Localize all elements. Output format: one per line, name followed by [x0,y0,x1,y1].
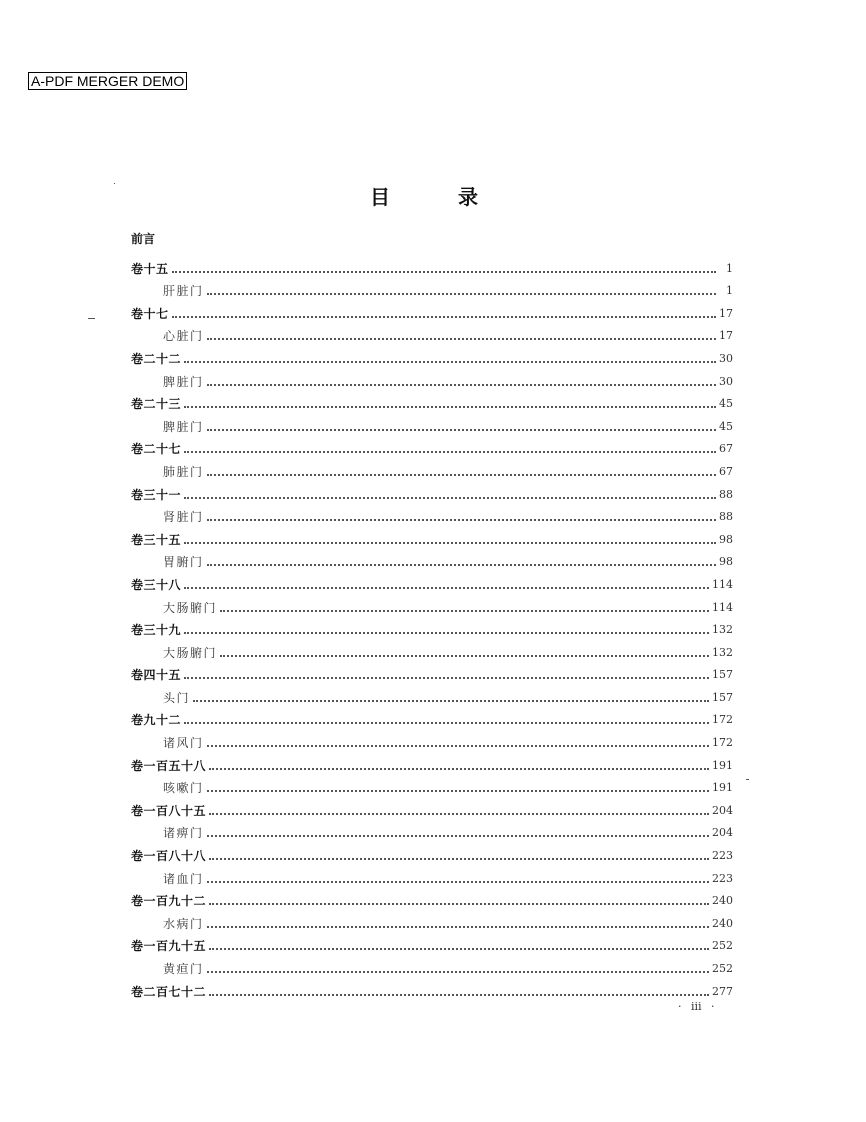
dot-leader [207,338,716,340]
toc-entry-label: 头门 [163,690,191,705]
toc-entry-label: 脾脏门 [163,419,204,434]
scan-mark [88,318,95,319]
toc-entry-page: 157 [712,668,733,682]
toc-entry-page: 30 [719,374,733,388]
toc-entry-label: 卷二百七十二 [131,984,207,999]
toc-entry-volume[interactable] [131,886,733,909]
toc-entry-label: 心脏门 [163,329,204,344]
dot-leader [193,700,709,702]
toc-entry-label: 咳嗽门 [163,781,204,796]
toc-entry-label: 大肠腑门 [163,645,218,660]
toc-entry-volume[interactable] [131,660,733,683]
dot-leader [209,994,709,996]
toc-entry-page: 98 [719,532,733,546]
toc-entry-volume[interactable] [131,524,733,547]
dot-leader [207,790,709,792]
toc-entry-section[interactable] [131,818,733,841]
dot-leader [184,361,716,363]
toc-entry-page: 252 [712,939,733,953]
toc-entry-page: 67 [719,464,733,478]
dot-leader [207,564,716,566]
toc-entry-section[interactable] [131,637,733,660]
dot-leader [207,971,709,973]
dot-leader [184,722,709,724]
dot-leader [220,610,709,612]
toc-entry-volume[interactable] [131,840,733,863]
toc-entry-label: 诸血门 [163,871,204,886]
toc-entry-volume[interactable] [131,389,733,412]
toc-entry-volume[interactable] [131,343,733,366]
toc-entry-page: 1 [726,284,733,298]
toc-entry-label: 卷四十五 [131,668,182,683]
scan-mark [746,779,749,780]
dot-leader [209,858,709,860]
toc-entry-page: 240 [712,894,733,908]
dot-leader [207,384,716,386]
toc-entry-label: 卷一百八十八 [131,849,207,864]
toc-entry-page: 172 [712,713,733,727]
toc-entry-volume[interactable] [131,931,733,954]
dot-leader [184,542,716,544]
toc-entry-page: 132 [712,623,733,637]
toc-entry-page: 30 [719,351,733,365]
toc-entry-section[interactable] [131,682,733,705]
dot-leader [207,926,709,928]
toc-entry-section[interactable] [131,366,733,389]
toc-entry-volume[interactable] [131,569,733,592]
toc-entry-volume[interactable] [131,795,733,818]
toc-entry-label: 卷二十二 [131,351,182,366]
dot-leader [207,835,709,837]
toc-entry-page: 223 [712,849,733,863]
toc-entry-page: 45 [719,419,733,433]
page-number: · ⅲ · [678,1000,718,1013]
toc-entry-volume[interactable] [131,750,733,773]
toc-entry-label: 卷十七 [131,306,169,321]
toc-entry-volume[interactable] [131,615,733,638]
toc-entry-page: 157 [712,690,733,704]
dot-leader [220,655,709,657]
toc-entry-page: 204 [712,803,733,817]
toc-entry-label: 卷九十二 [131,713,182,728]
toc-entry-section[interactable] [131,502,733,525]
dot-leader [209,813,709,815]
toc-entry-label: 黄疸门 [163,962,204,976]
toc-entry-volume[interactable] [131,434,733,457]
toc-entry-label: 卷十五 [131,261,169,276]
toc-entry-label: 卷二十七 [131,442,182,457]
dot-leader [207,293,716,295]
dot-leader [207,745,709,747]
toc-entry-label: 卷三十一 [131,487,182,502]
toc-entry-section[interactable] [131,863,733,886]
toc-entry-page: 240 [712,916,733,930]
dot-leader [184,451,716,453]
toc-entry-page: 1 [726,261,733,275]
toc-entry-label: 诸风门 [163,736,204,751]
dot-leader [207,429,716,431]
toc-entry-page: 172 [712,736,733,750]
toc-entry-label: 卷一百九十二 [131,894,207,909]
toc-entry-page: 17 [719,306,733,320]
dot-leader [184,497,716,499]
toc-entry-section[interactable] [131,456,733,479]
toc-entry-label: 卷二十三 [131,397,182,412]
dot-leader [209,903,709,905]
toc-entry-volume[interactable] [131,479,733,502]
toc-entry-section[interactable] [131,908,733,931]
toc-entry-page: 223 [712,871,733,885]
toc-entry-section[interactable] [131,727,733,750]
dot-leader [172,316,716,318]
toc-entry-label: 卷三十五 [131,532,182,547]
toc-entry-section[interactable] [131,321,733,344]
toc-entry-section[interactable] [131,953,733,976]
toc-entry-page: 17 [719,329,733,343]
toc-entry-label: 卷一百五十八 [131,758,207,773]
toc-entry-page: 114 [712,577,733,591]
toc-entry-page: 114 [712,600,733,614]
toc-entry-label: 卷一百九十五 [131,939,207,954]
table-of-contents [131,253,733,999]
toc-entry-label: 肾脏门 [163,510,204,525]
toc-entry-page: 191 [712,758,733,772]
dot-leader [184,587,709,589]
toc-entry-section[interactable] [131,547,733,570]
toc-entry-label: 脾脏门 [163,374,204,389]
toc-entry-page: 204 [712,826,733,840]
toc-entry-page: 67 [719,442,733,456]
toc-entry-section[interactable] [131,411,733,434]
watermark-label: A-PDF MERGER DEMO [28,72,187,90]
toc-entry-section[interactable] [131,773,733,796]
toc-entry-section[interactable] [131,592,733,615]
toc-entry-page: 88 [719,510,733,524]
dot-leader [207,474,716,476]
toc-entry-volume[interactable] [131,976,733,999]
dot-leader [209,768,709,770]
toc-entry-page: 98 [719,555,733,569]
toc-entry-label: 大肠腑门 [163,600,218,615]
dot-leader [184,632,709,634]
toc-entry-label: 卷三十八 [131,577,182,592]
toc-entry-page: 191 [712,781,733,795]
toc-entry-label: 肺脏门 [163,464,204,479]
toc-entry-label: 卷一百八十五 [131,803,207,818]
toc-entry-label: 胃腑门 [163,555,204,570]
toc-entry-volume[interactable] [131,705,733,728]
dot-leader [172,271,716,273]
page-title: 目录 [370,185,546,209]
toc-entry-label: 肝脏门 [163,284,204,299]
toc-entry-page: 277 [712,984,733,998]
toc-entry-page: 88 [719,487,733,501]
toc-entry-volume[interactable] [131,298,733,321]
scan-mark [114,183,115,184]
toc-entry-section[interactable] [131,276,733,299]
toc-entry-label: 水病门 [163,916,204,931]
dot-leader [184,406,716,408]
toc-entry-page: 45 [719,397,733,411]
toc-entry-page: 252 [712,962,733,975]
toc-entry-label: 卷三十九 [131,623,182,638]
toc-entry-label: 诸痹门 [163,826,204,841]
dot-leader [209,948,709,950]
dot-leader [184,677,709,679]
dot-leader [207,881,709,883]
toc-entry-page: 132 [712,645,733,659]
toc-entry-preface[interactable]: 前言 [131,232,156,246]
dot-leader [207,519,716,521]
toc-entry-volume[interactable] [131,253,733,276]
